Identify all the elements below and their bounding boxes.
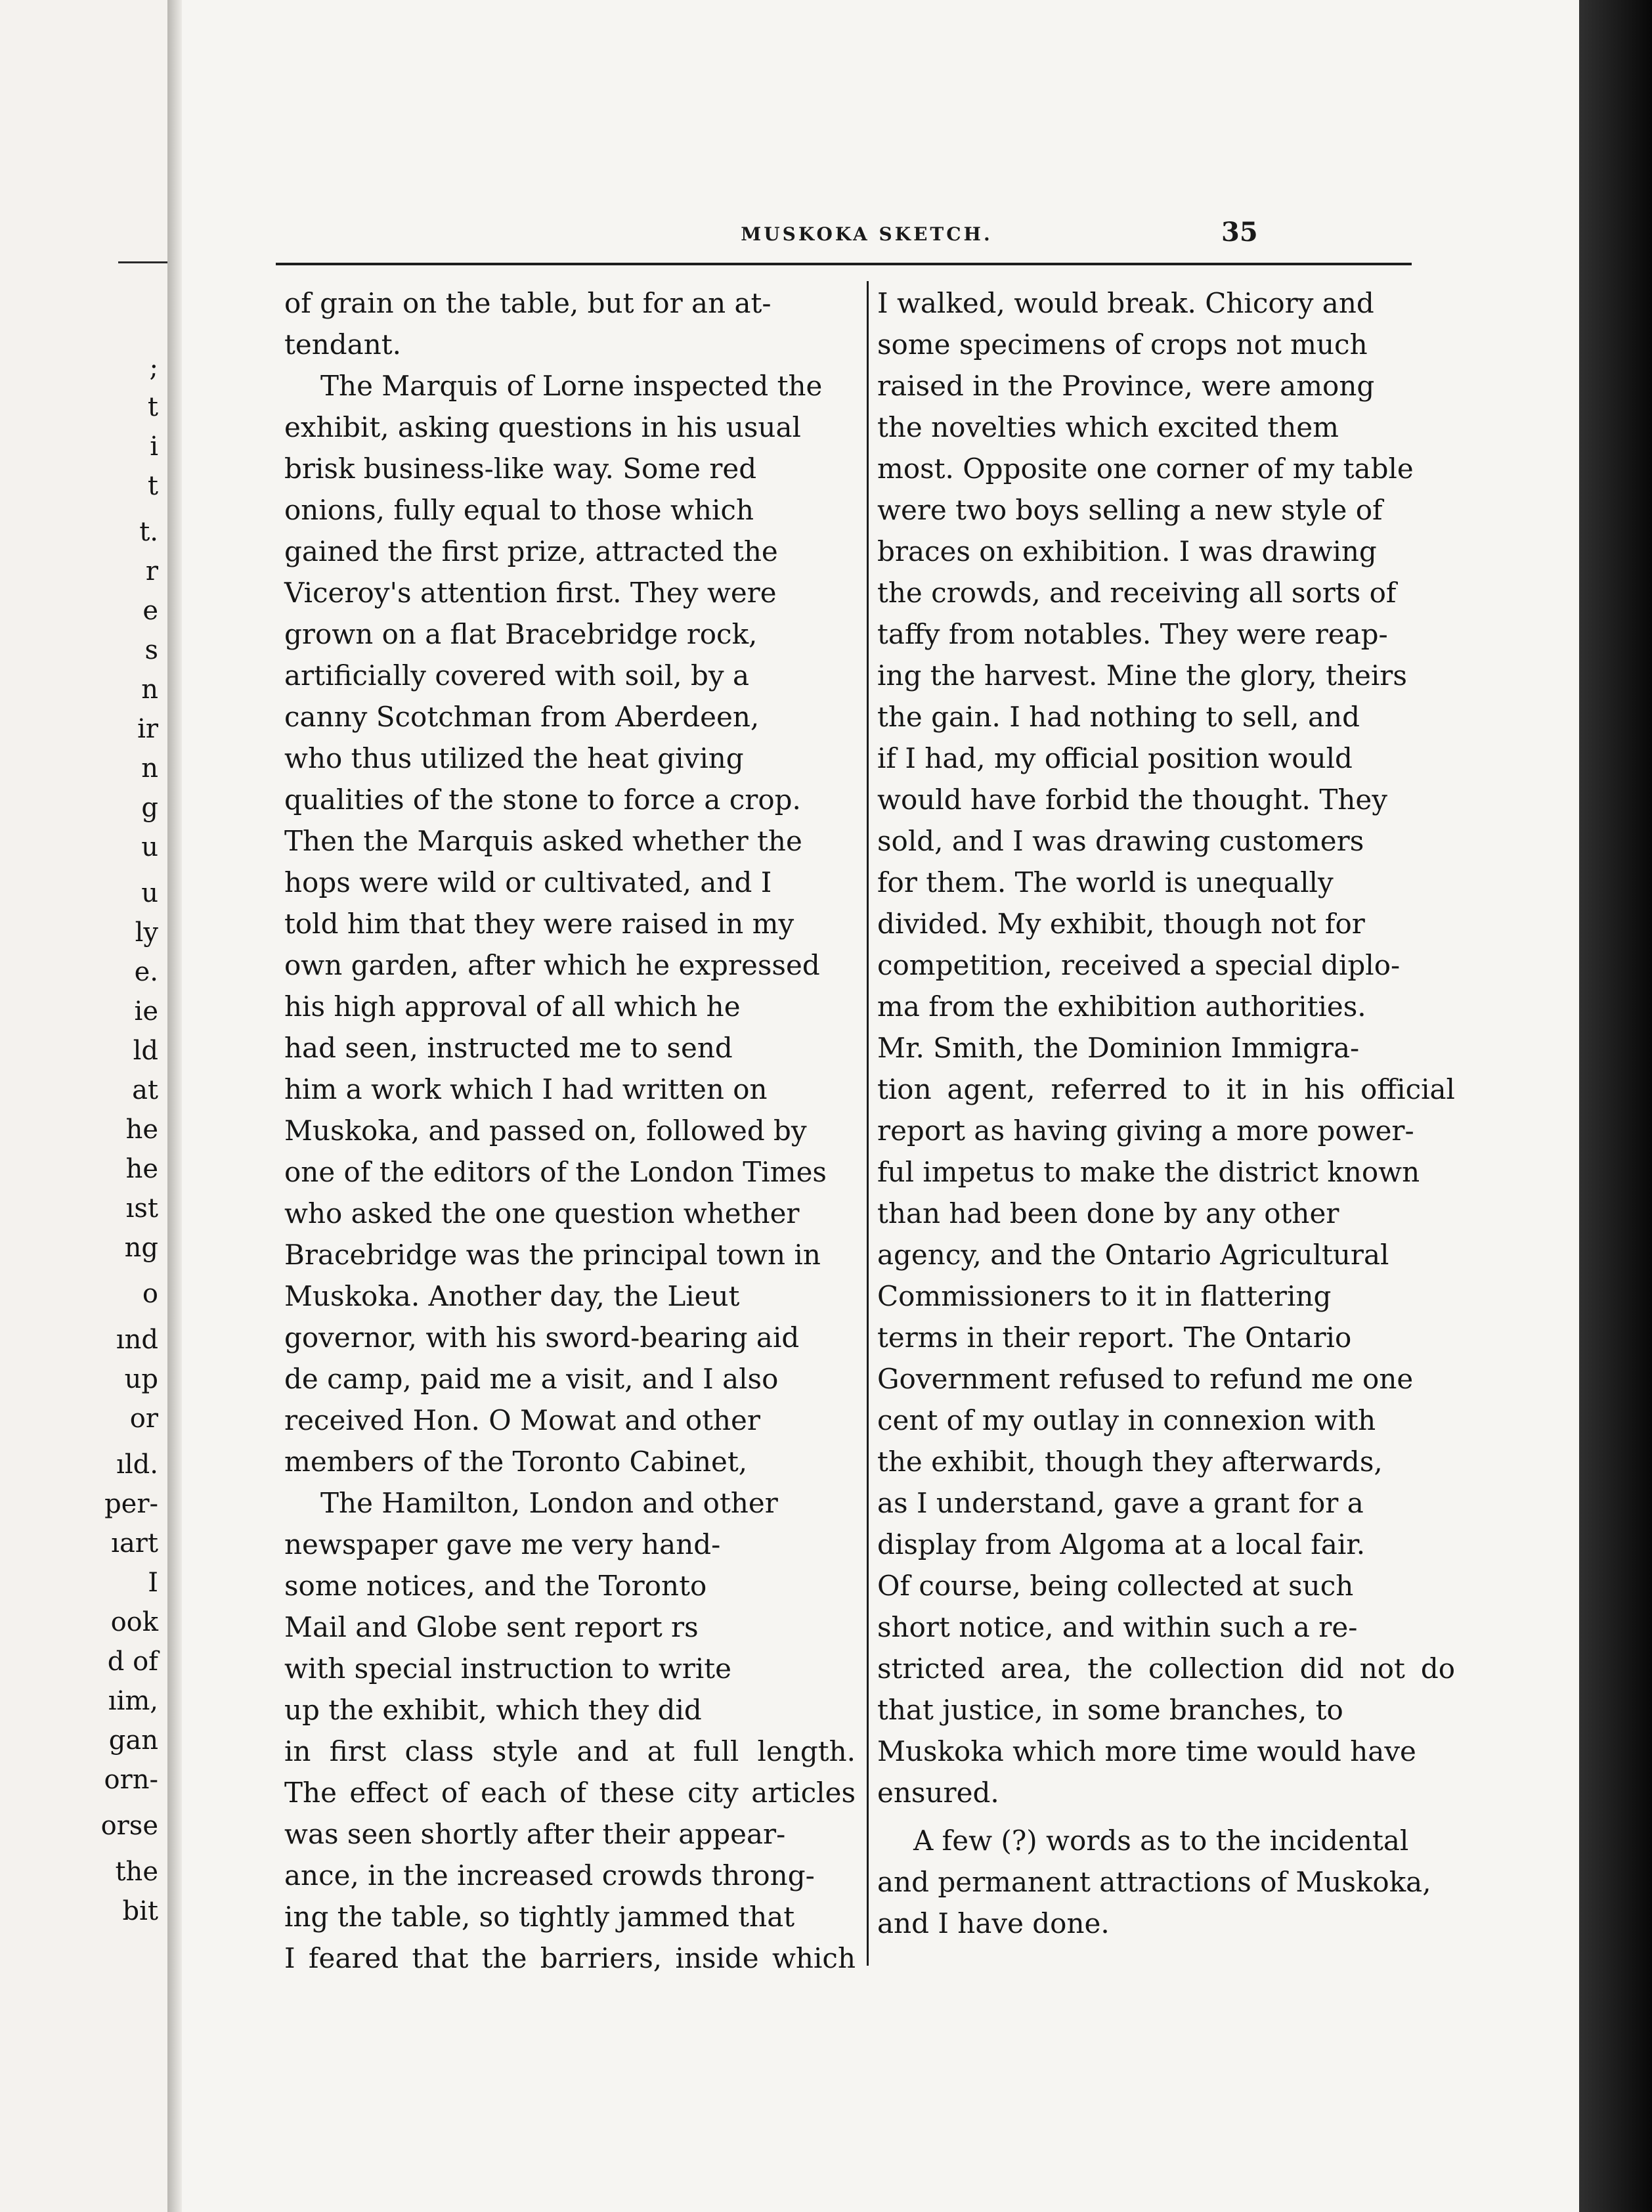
text-line: gained the first prize, attracted the bbox=[284, 535, 778, 567]
facing-page-fragment: ınd bbox=[116, 1325, 158, 1355]
text-line: raised in the Province, were among bbox=[877, 370, 1375, 402]
running-head: MUSKOKA SKETCH. bbox=[741, 223, 993, 245]
text-line: than had been done by any other bbox=[877, 1197, 1339, 1229]
text-line: Government refused to refund me one bbox=[877, 1363, 1414, 1395]
facing-page-fragment: gan bbox=[108, 1725, 158, 1756]
facing-page-fragment: ir bbox=[137, 714, 158, 744]
text-line: short notice, and within such a re- bbox=[877, 1611, 1358, 1643]
facing-page-fragment: r bbox=[145, 556, 158, 586]
header-rule bbox=[276, 263, 1412, 265]
facing-page-fragment: ld bbox=[133, 1036, 158, 1066]
text-line: would have forbid the thought. They bbox=[877, 784, 1387, 816]
text-line: up the exhibit, which they did bbox=[284, 1694, 702, 1726]
text-line: Mr. Smith, the Dominion Immigra- bbox=[877, 1032, 1360, 1064]
text-line: ensured. bbox=[877, 1777, 999, 1809]
text-line: some notices, and the Toronto bbox=[284, 1570, 707, 1602]
text-line: qualities of the stone to force a crop. bbox=[284, 784, 801, 816]
text-line: Muskoka, and passed on, followed by bbox=[284, 1115, 807, 1147]
text-line: display from Algoma at a local fair. bbox=[877, 1528, 1366, 1560]
facing-page-fragment: ıld. bbox=[116, 1449, 158, 1480]
facing-page-fragment: ; bbox=[149, 353, 158, 383]
facing-page-fragment: e bbox=[142, 596, 158, 626]
facing-page-fragment: t. bbox=[139, 517, 158, 547]
text-line: competition, received a special diplo- bbox=[877, 949, 1401, 981]
text-line: de camp, paid me a visit, and I also bbox=[284, 1363, 779, 1395]
text-line: agency, and the Ontario Agricultural bbox=[877, 1239, 1389, 1271]
text-line: onions, fully equal to those which bbox=[284, 494, 754, 526]
text-line: if I had, my official position would bbox=[877, 742, 1353, 774]
facing-page-fragment: or bbox=[129, 1404, 158, 1434]
facing-page-fragment: s bbox=[144, 635, 158, 665]
facing-page-fragment: bit bbox=[122, 1896, 158, 1926]
facing-page-fragment: n bbox=[141, 753, 158, 784]
text-line: ing the harvest. Mine the glory, theirs bbox=[877, 659, 1407, 692]
text-line: one of the editors of the London Times bbox=[284, 1156, 827, 1188]
text-line: that justice, in some branches, to bbox=[877, 1694, 1343, 1726]
facing-page-fragment: e. bbox=[134, 957, 158, 987]
text-column-right bbox=[877, 282, 1455, 1944]
header-rule-fragment bbox=[118, 261, 167, 263]
facing-page-fragment: he bbox=[125, 1115, 158, 1145]
text-line: ful impetus to make the district known bbox=[877, 1156, 1420, 1188]
text-line: had seen, instructed me to send bbox=[284, 1032, 733, 1064]
text-line: terms in their report. The Ontario bbox=[877, 1321, 1352, 1354]
text-line: sold, and I was drawing customers bbox=[877, 825, 1364, 857]
facing-page-fragment: orse bbox=[100, 1811, 158, 1841]
page-edge-shadow bbox=[1579, 0, 1652, 2212]
text-line: in first class style and at full length. bbox=[284, 1735, 856, 1767]
text-line: ing the table, so tightly jammed that bbox=[284, 1901, 795, 1933]
text-line: the exhibit, though they afterwards, bbox=[877, 1446, 1383, 1478]
facing-page-fragment: I bbox=[148, 1568, 158, 1598]
text-line: hops were wild or cultivated, and I bbox=[284, 866, 772, 898]
facing-page-fragment: n bbox=[141, 675, 158, 705]
facing-page-fragment: ook bbox=[110, 1607, 158, 1637]
text-line: Muskoka which more time would have bbox=[877, 1735, 1416, 1767]
text-line: some specimens of crops not much bbox=[877, 328, 1368, 361]
facing-page-fragment: ie bbox=[134, 996, 158, 1027]
facing-page-fragment: per- bbox=[104, 1489, 158, 1519]
text-line: the gain. I had nothing to sell, and bbox=[877, 701, 1360, 733]
text-line: and I have done. bbox=[877, 1907, 1110, 1939]
facing-page-fragment: the bbox=[115, 1857, 158, 1887]
text-line: The Hamilton, London and other bbox=[320, 1487, 778, 1519]
text-line: for them. The world is unequally bbox=[877, 866, 1334, 898]
facing-page-fragment: d of bbox=[107, 1647, 158, 1677]
text-line: the crowds, and receiving all sorts of bbox=[877, 577, 1397, 609]
text-line: and permanent attractions of Muskoka, bbox=[877, 1866, 1431, 1898]
facing-page-fragment: ıart bbox=[111, 1528, 158, 1559]
text-line: brisk business-like way. Some red bbox=[284, 453, 757, 485]
text-line: Of course, being collected at such bbox=[877, 1570, 1354, 1602]
facing-page-fragment: ng bbox=[124, 1233, 158, 1263]
text-line: the novelties which excited them bbox=[877, 411, 1339, 443]
text-line: ma from the exhibition authorities. bbox=[877, 990, 1366, 1023]
text-line: who thus utilized the heat giving bbox=[284, 742, 744, 774]
text-line: Muskoka. Another day, the Lieut bbox=[284, 1280, 740, 1312]
facing-page-fragment: g bbox=[141, 793, 158, 823]
text-line: tion agent, referred to it in his official bbox=[877, 1073, 1455, 1105]
text-line: canny Scotchman from Aberdeen, bbox=[284, 701, 760, 733]
facing-page-fragment: u bbox=[141, 832, 158, 862]
text-line: were two boys selling a new style of bbox=[877, 494, 1383, 526]
text-line: received Hon. O Mowat and other bbox=[284, 1404, 760, 1436]
facing-page-fragment: o bbox=[142, 1279, 158, 1309]
text-line: as I understand, gave a grant for a bbox=[877, 1487, 1364, 1519]
text-line: report as having giving a more power- bbox=[877, 1115, 1414, 1147]
facing-page-edge bbox=[0, 0, 169, 2212]
text-line: own garden, after which he expressed bbox=[284, 949, 820, 981]
text-line: with special instruction to write bbox=[284, 1652, 732, 1685]
text-line: The effect of each of these city articles bbox=[284, 1777, 856, 1809]
text-line: who asked the one question whether bbox=[284, 1197, 800, 1229]
text-line: Mail and Globe sent report rs bbox=[284, 1611, 699, 1643]
facing-page-fragment: orn- bbox=[104, 1765, 158, 1795]
text-line: told him that they were raised in my bbox=[284, 908, 794, 940]
facing-page-fragment: i bbox=[150, 431, 158, 462]
text-line: taffy from notables. They were reap- bbox=[877, 618, 1388, 650]
text-column-left bbox=[284, 282, 856, 1979]
text-line: ance, in the increased crowds throng- bbox=[284, 1859, 815, 1891]
text-line: Then the Marquis asked whether the bbox=[284, 825, 802, 857]
facing-page-fragment: he bbox=[125, 1154, 158, 1184]
text-line: his high approval of all which he bbox=[284, 990, 741, 1023]
text-line: braces on exhibition. I was drawing bbox=[877, 535, 1377, 567]
text-line: divided. My exhibit, though not for bbox=[877, 908, 1365, 940]
text-line: most. Opposite one corner of my table bbox=[877, 453, 1414, 485]
column-divider bbox=[867, 281, 869, 1966]
facing-page-fragment: t bbox=[147, 392, 158, 422]
text-line: cent of my outlay in connexion with bbox=[877, 1404, 1376, 1436]
text-line: of grain on the table, but for an at- bbox=[284, 287, 772, 319]
text-line: him a work which I had written on bbox=[284, 1073, 768, 1105]
text-line: Bracebridge was the principal town in bbox=[284, 1239, 821, 1271]
facing-page-fragment: ıst bbox=[125, 1193, 158, 1224]
text-line: stricted area, the collection did not do bbox=[877, 1652, 1455, 1685]
facing-page-fragment: t bbox=[147, 471, 158, 501]
text-line: members of the Toronto Cabinet, bbox=[284, 1446, 748, 1478]
text-line: The Marquis of Lorne inspected the bbox=[320, 370, 823, 402]
text-line: was seen shortly after their appear- bbox=[284, 1818, 786, 1850]
text-line: I walked, would break. Chicory and bbox=[877, 287, 1374, 319]
text-line: Viceroy's attention first. They were bbox=[284, 577, 777, 609]
page-number: 35 bbox=[1221, 217, 1258, 248]
text-line: grown on a flat Bracebridge rock, bbox=[284, 618, 758, 650]
text-line: Commissioners to it in flattering bbox=[877, 1280, 1332, 1312]
book-gutter bbox=[167, 0, 182, 2212]
text-line: governor, with his sword-bearing aid bbox=[284, 1321, 800, 1354]
text-line: A few (?) words as to the incidental bbox=[913, 1825, 1409, 1857]
facing-page-fragment: u bbox=[141, 878, 158, 908]
text-line: artificially covered with soil, by a bbox=[284, 659, 750, 692]
facing-page-fragment: up bbox=[124, 1364, 158, 1394]
text-line: newspaper gave me very hand- bbox=[284, 1528, 721, 1560]
text-line: tendant. bbox=[284, 328, 401, 361]
text-line: exhibit, asking questions in his usual bbox=[284, 411, 801, 443]
text-line: I feared that the barriers, inside which bbox=[284, 1942, 856, 1974]
facing-page-fragment: ıim, bbox=[108, 1686, 158, 1716]
facing-page-fragment: ly bbox=[135, 918, 158, 948]
facing-page-fragment: at bbox=[132, 1075, 158, 1105]
